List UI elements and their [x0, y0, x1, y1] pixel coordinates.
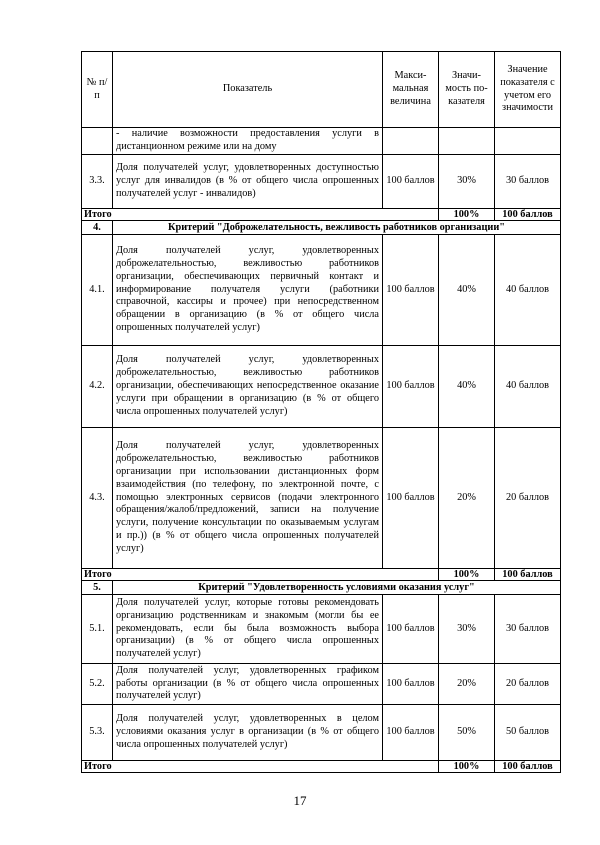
section-num: 5.	[82, 581, 113, 595]
row-weight: 20%	[439, 428, 495, 569]
row-num: 4.3.	[82, 428, 113, 569]
header-value: Значение показателя с учетом его значимости	[495, 52, 561, 128]
row-value: 40 баллов	[495, 346, 561, 428]
row-value: 30 баллов	[495, 595, 561, 664]
total-row	[82, 209, 561, 221]
total-label: Итого	[82, 209, 439, 221]
table-header-row	[82, 52, 561, 128]
row-max: 100 баллов	[383, 705, 439, 761]
row-value: 20 баллов	[495, 664, 561, 705]
header-weight: Значи-мость по-казателя	[439, 52, 495, 128]
total-row	[82, 761, 561, 773]
row-cont-text: - наличие возможности предоставления услуги в дистанционном режиме или на дому	[113, 128, 383, 155]
row-value: 40 баллов	[495, 235, 561, 346]
table-row	[82, 346, 561, 428]
row-weight: 30%	[439, 155, 495, 209]
section-title: Критерий "Доброжелательность, вежливость работников организации"	[113, 221, 561, 235]
row-max: 100 баллов	[383, 155, 439, 209]
table-row	[82, 428, 561, 569]
row-max: 100 баллов	[383, 595, 439, 664]
table-row	[82, 705, 561, 761]
header-max: Макси-мальная величина	[383, 52, 439, 128]
total-label: Итого	[82, 761, 439, 773]
total-value: 100 баллов	[495, 209, 561, 221]
total-row	[82, 569, 561, 581]
row-weight: 50%	[439, 705, 495, 761]
row-weight: 20%	[439, 664, 495, 705]
row-max: 100 баллов	[383, 235, 439, 346]
row-weight: 40%	[439, 235, 495, 346]
table-row	[82, 235, 561, 346]
row-num: 5.3.	[82, 705, 113, 761]
row-value: 50 баллов	[495, 705, 561, 761]
row-max: 100 баллов	[383, 428, 439, 569]
total-weight: 100%	[439, 569, 495, 581]
section-num: 4.	[82, 221, 113, 235]
row-num: 5.1.	[82, 595, 113, 664]
header-num: № п/п	[82, 52, 113, 128]
row-num: 4.2.	[82, 346, 113, 428]
total-weight: 100%	[439, 761, 495, 773]
table-row	[82, 595, 561, 664]
row-weight: 30%	[439, 595, 495, 664]
row-value: 20 баллов	[495, 428, 561, 569]
row-num: 4.1.	[82, 235, 113, 346]
table-row	[82, 155, 561, 209]
total-value: 100 баллов	[495, 569, 561, 581]
row-num: 3.3.	[82, 155, 113, 209]
row-text: Доля получателей услуг, удовлетворенных доброжелательностью, вежливостью работников организации, обеспечивающих непосредственное оказание услуги при обращении в организацию (в % от общего числа опрошенных получателей услуг)	[113, 346, 383, 428]
row-max: 100 баллов	[383, 346, 439, 428]
row-text: Доля получателей услуг, удовлетворенных доступностью услуг для инвалидов (в % от общего числа опрошенных получателей услуг - инвалидов)	[113, 155, 383, 209]
row-weight: 40%	[439, 346, 495, 428]
section-header-row	[82, 221, 561, 235]
row-text: Доля получателей услуг, которые готовы рекомендовать организацию родственникам и знакомым (могли бы ее рекомендовать, если бы была возможность выбора организации) (в % от общего числа опрошенных получателей услуг)	[113, 595, 383, 664]
row-text: Доля получателей услуг, удовлетворенных доброжелательностью, вежливостью работников организации, обеспечивающих первичный контакт и информирование получателя услуги (работники справочной, кассиры и прочее) при непосредственном обращении в организацию (в % от общего числа опрошенных получателей услуг)	[113, 235, 383, 346]
row-value: 30 баллов	[495, 155, 561, 209]
criteria-table	[81, 51, 561, 773]
section-title: Критерий "Удовлетворенность условиями оказания услуг"	[113, 581, 561, 595]
row-text: Доля получателей услуг, удовлетворенных графиком работы организации (в % от общего числа опрошенных получателей услуг)	[113, 664, 383, 705]
table-row	[82, 664, 561, 705]
header-indicator: Показатель	[113, 52, 383, 128]
total-label: Итого	[82, 569, 439, 581]
row-num: 5.2.	[82, 664, 113, 705]
section-header-row	[82, 581, 561, 595]
page-number: 17	[293, 793, 307, 808]
row-text: Доля получателей услуг, удовлетворенных в целом условиями оказания услуг в организации (в % от общего числа опрошенных получателей услуг)	[113, 705, 383, 761]
total-value: 100 баллов	[495, 761, 561, 773]
table-row	[82, 128, 561, 155]
row-text: Доля получателей услуг, удовлетворенных доброжелательностью, вежливостью работников организации при использовании дистанционных форм взаимодействия (по телефону, по электронной почте, с помощью электронных сервисов (подачи электронного обращения/жалоб/предложений, записи на получение услуги, получение консультации по оказываемым услугам и пр.)) (в % от общего числа опрошенных получателей услуг)	[113, 428, 383, 569]
total-weight: 100%	[439, 209, 495, 221]
row-max: 100 баллов	[383, 664, 439, 705]
